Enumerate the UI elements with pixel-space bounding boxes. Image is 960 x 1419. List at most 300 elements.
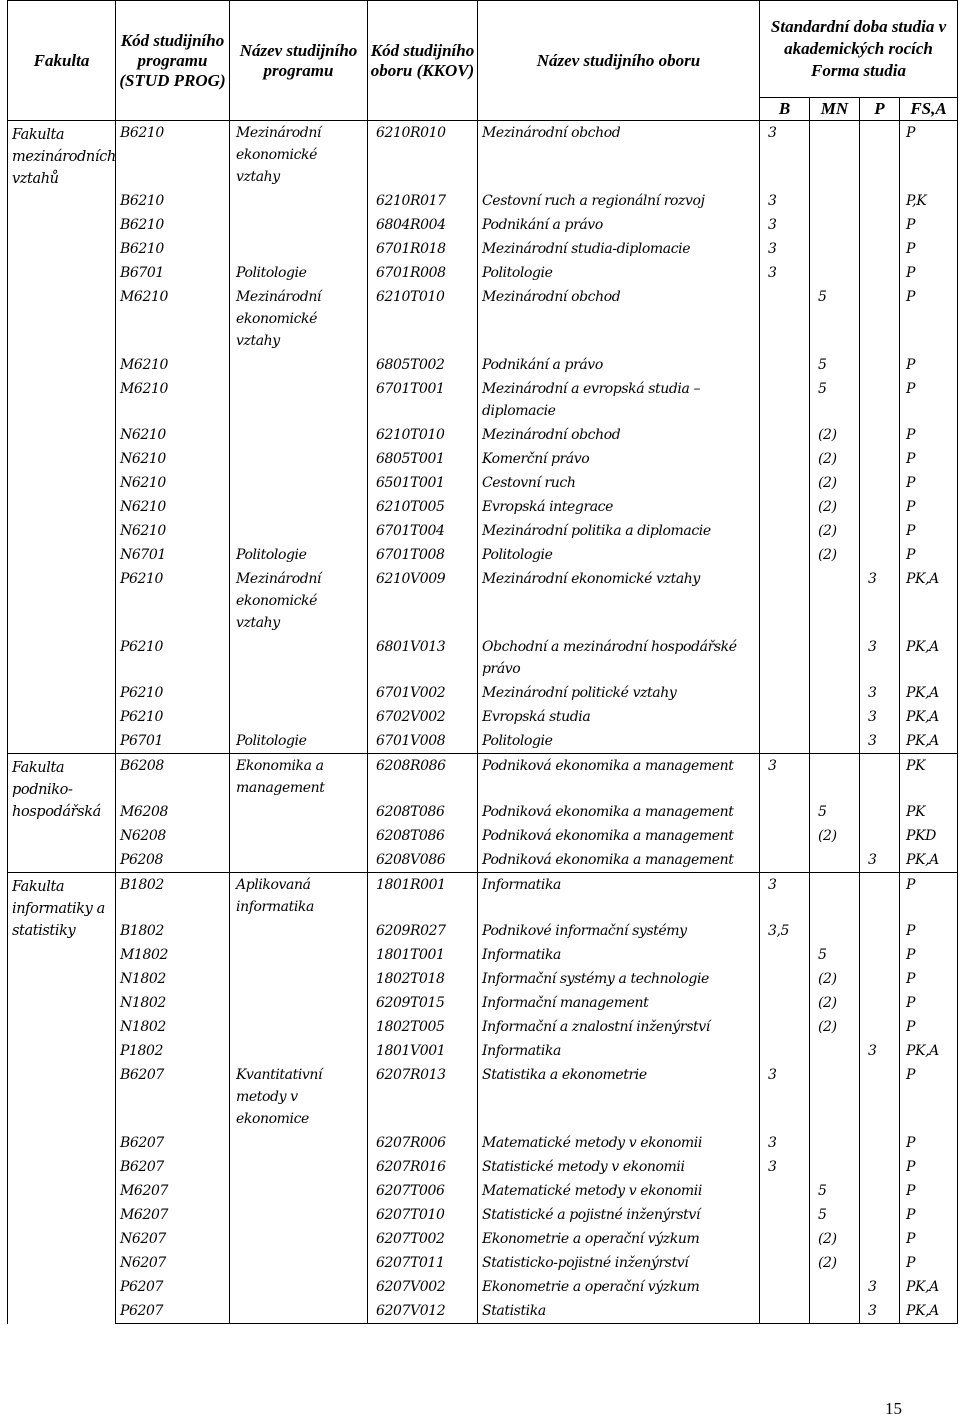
program-code-text: B6210 [120, 241, 164, 257]
duration-p [860, 1203, 900, 1227]
field-code [368, 635, 478, 681]
program-code-text: N6210 [120, 523, 166, 539]
field-name [478, 121, 760, 190]
program-code-text: P6208 [120, 852, 164, 868]
field-name [478, 1131, 760, 1155]
duration-p [860, 967, 900, 991]
study-form [900, 1299, 958, 1324]
table-row [8, 943, 958, 967]
study-form-text: PK,A [906, 733, 939, 749]
duration-p [860, 543, 900, 567]
program-code-text: P6210 [120, 571, 164, 587]
field-code-text: 1801R001 [376, 877, 446, 893]
duration-b [760, 1131, 810, 1155]
field-name-text: Informatika [482, 877, 562, 893]
field-name-text: Evropská studia [482, 709, 591, 725]
duration-b [760, 1251, 810, 1275]
field-name-text: Statistika a ekonometrie [482, 1067, 647, 1083]
field-code [368, 1015, 478, 1039]
faculty-cell [8, 121, 116, 754]
duration-p-text: 3 [868, 733, 877, 749]
field-code [368, 991, 478, 1015]
duration-mn-text: (2) [818, 828, 837, 844]
field-code [368, 1063, 478, 1131]
study-form-text: P [906, 1183, 916, 1199]
field-name-text: Mezinárodní a evropská studia – diplomacie [482, 381, 701, 419]
program-code [116, 121, 230, 190]
field-name-text: Komerční právo [482, 451, 590, 467]
field-code [368, 1299, 478, 1324]
field-code-text: 6701T001 [376, 381, 445, 397]
table-row [8, 967, 958, 991]
program-name [230, 1155, 368, 1179]
program-name-text: Mezinárodní ekonomické vztahy [236, 125, 322, 185]
duration-p [860, 1131, 900, 1155]
field-code [368, 919, 478, 943]
field-code-text: 6207T010 [376, 1207, 445, 1223]
program-name [230, 423, 368, 447]
field-name [478, 1203, 760, 1227]
program-code [116, 1251, 230, 1275]
header-col-mn: MN [810, 98, 860, 121]
field-code [368, 353, 478, 377]
duration-p-text: 3 [868, 1043, 877, 1059]
duration-p [860, 943, 900, 967]
table-row [8, 1275, 958, 1299]
field-name-text: Cestovní ruch a regionální rozvoj [482, 193, 705, 209]
duration-b [760, 729, 810, 754]
study-form [900, 1063, 958, 1131]
program-code-text: M6210 [120, 357, 168, 373]
program-code-text: B6207 [120, 1159, 164, 1175]
header-kod-programu: Kód studijního programu (STUD PROG) [116, 1, 230, 121]
field-code [368, 943, 478, 967]
table-row [8, 519, 958, 543]
field-code-text: 6805T002 [376, 357, 445, 373]
study-form [900, 1155, 958, 1179]
field-name [478, 873, 760, 920]
duration-mn [810, 519, 860, 543]
field-code-text: 1802T005 [376, 1019, 445, 1035]
field-code-text: 6207R013 [376, 1067, 446, 1083]
field-code-text: 6208T086 [376, 804, 445, 820]
field-code [368, 121, 478, 190]
duration-p [860, 1251, 900, 1275]
study-form-text: PK,A [906, 1303, 939, 1319]
duration-mn-text: (2) [818, 427, 837, 443]
table-row [8, 1131, 958, 1155]
field-name-text: Informatika [482, 1043, 562, 1059]
program-name [230, 519, 368, 543]
study-form [900, 377, 958, 423]
program-code [116, 824, 230, 848]
duration-b [760, 495, 810, 519]
duration-mn [810, 967, 860, 991]
program-code [116, 1015, 230, 1039]
study-form [900, 353, 958, 377]
study-form-text: P [906, 381, 916, 397]
duration-mn-text: (2) [818, 995, 837, 1011]
field-code [368, 1275, 478, 1299]
study-form-text: P [906, 357, 916, 373]
field-name-text: Informační a znalostní inženýrství [482, 1019, 710, 1035]
field-name [478, 729, 760, 754]
field-code [368, 1179, 478, 1203]
program-name-text: Aplikovaná informatika [236, 877, 314, 915]
duration-mn [810, 873, 860, 920]
duration-mn [810, 285, 860, 353]
duration-p-text: 3 [868, 639, 877, 655]
study-form [900, 991, 958, 1015]
duration-mn-text: 5 [818, 1207, 827, 1223]
duration-p [860, 848, 900, 873]
duration-b [760, 353, 810, 377]
study-form-text: P [906, 217, 916, 233]
program-name [230, 1275, 368, 1299]
table-row [8, 377, 958, 423]
duration-mn [810, 824, 860, 848]
program-code [116, 285, 230, 353]
field-name-text: Mezinárodní politické vztahy [482, 685, 677, 701]
table-row [8, 1015, 958, 1039]
field-code-text: 6209R027 [376, 923, 446, 939]
duration-p [860, 471, 900, 495]
field-code-text: 6210R017 [376, 193, 446, 209]
duration-p [860, 495, 900, 519]
study-form-text: PK [906, 804, 926, 820]
field-name [478, 1155, 760, 1179]
study-form-text: PK,A [906, 1043, 939, 1059]
program-code [116, 1299, 230, 1324]
duration-mn [810, 1203, 860, 1227]
duration-mn [810, 1155, 860, 1179]
study-form [900, 543, 958, 567]
field-name-text: Cestovní ruch [482, 475, 576, 491]
duration-mn-text: (2) [818, 1231, 837, 1247]
study-form-text: P [906, 427, 916, 443]
duration-p-text: 3 [868, 709, 877, 725]
duration-b [760, 967, 810, 991]
table-row [8, 471, 958, 495]
program-name [230, 121, 368, 190]
duration-p [860, 824, 900, 848]
program-code-text: B6210 [120, 217, 164, 233]
program-name [230, 377, 368, 423]
field-name-text: Ekonometrie a operační výzkum [482, 1279, 700, 1295]
duration-mn [810, 943, 860, 967]
table-row [8, 237, 958, 261]
table-row [8, 447, 958, 471]
field-code [368, 543, 478, 567]
field-code [368, 1155, 478, 1179]
duration-mn [810, 1179, 860, 1203]
study-form-text: PK,A [906, 571, 939, 587]
duration-p [860, 1039, 900, 1063]
field-code [368, 519, 478, 543]
field-name-text: Mezinárodní studia-diplomacie [482, 241, 691, 257]
program-name [230, 800, 368, 824]
program-code [116, 873, 230, 920]
field-code [368, 567, 478, 635]
header-standardni-doba: Standardní doba studia v akademických rocích Forma studia [760, 1, 958, 98]
field-name-text: Statistické metody v ekonomii [482, 1159, 685, 1175]
duration-mn-text: (2) [818, 475, 837, 491]
study-form-text: P [906, 947, 916, 963]
program-name [230, 189, 368, 213]
field-code [368, 1203, 478, 1227]
study-form [900, 967, 958, 991]
duration-p [860, 353, 900, 377]
duration-b [760, 447, 810, 471]
program-name [230, 967, 368, 991]
duration-p [860, 1275, 900, 1299]
program-name [230, 824, 368, 848]
duration-b-text: 3 [768, 241, 777, 257]
program-name [230, 873, 368, 920]
study-form-text: PK [906, 758, 926, 774]
study-form [900, 681, 958, 705]
duration-mn [810, 1299, 860, 1324]
program-code [116, 1063, 230, 1131]
duration-mn [810, 919, 860, 943]
field-name [478, 471, 760, 495]
program-name [230, 237, 368, 261]
duration-b [760, 1039, 810, 1063]
field-name [478, 967, 760, 991]
duration-b-text: 3 [768, 265, 777, 281]
field-name [478, 495, 760, 519]
duration-b [760, 261, 810, 285]
duration-p-text: 3 [868, 685, 877, 701]
program-code-text: B1802 [120, 923, 164, 939]
field-name-text: Podniková ekonomika a management [482, 828, 734, 844]
program-code [116, 1203, 230, 1227]
table-row [8, 873, 958, 920]
study-form-text: PK,A [906, 852, 939, 868]
program-code [116, 213, 230, 237]
duration-p [860, 1063, 900, 1131]
program-code [116, 261, 230, 285]
field-name [478, 1299, 760, 1324]
program-code [116, 848, 230, 873]
duration-b [760, 705, 810, 729]
duration-b-text: 3 [768, 758, 777, 774]
program-name [230, 353, 368, 377]
table-row [8, 754, 958, 801]
duration-b [760, 567, 810, 635]
study-form [900, 423, 958, 447]
duration-p [860, 213, 900, 237]
field-code-text: 6702V002 [376, 709, 446, 725]
study-form [900, 635, 958, 681]
header-nazev-oboru: Název studijního oboru [478, 1, 760, 121]
program-name-text: Mezinárodní ekonomické vztahy [236, 289, 322, 349]
program-code-text: B6208 [120, 758, 164, 774]
duration-b [760, 1203, 810, 1227]
field-name [478, 285, 760, 353]
field-name [478, 991, 760, 1015]
program-code-text: N6210 [120, 451, 166, 467]
study-form-text: PKD [906, 828, 936, 844]
program-code-text: M6207 [120, 1183, 168, 1199]
field-code-text: 6210T010 [376, 427, 445, 443]
faculty-name: Fakulta podniko-hospodářská [12, 760, 101, 820]
study-form [900, 1015, 958, 1039]
program-code-text: P6210 [120, 709, 164, 725]
duration-p [860, 705, 900, 729]
field-code-text: 6210T005 [376, 499, 445, 515]
study-form [900, 285, 958, 353]
duration-mn-text: 5 [818, 381, 827, 397]
table-row [8, 1063, 958, 1131]
program-name [230, 1063, 368, 1131]
faculty-cell [8, 873, 116, 1324]
study-form-text: P [906, 1255, 916, 1271]
study-form-text: P [906, 995, 916, 1011]
duration-p [860, 1299, 900, 1324]
field-name [478, 800, 760, 824]
study-form-text: P [906, 241, 916, 257]
duration-b [760, 1015, 810, 1039]
field-name-text: Statisticko-pojistné inženýrství [482, 1255, 689, 1271]
field-name-text: Obchodní a mezinárodní hospodářské právo [482, 639, 737, 677]
field-name [478, 1039, 760, 1063]
duration-p [860, 377, 900, 423]
duration-p-text: 3 [868, 852, 877, 868]
program-code [116, 754, 230, 801]
study-form [900, 848, 958, 873]
program-code [116, 495, 230, 519]
program-code-text: N1802 [120, 1019, 166, 1035]
study-form [900, 471, 958, 495]
duration-p-text: 3 [868, 1279, 877, 1295]
duration-mn [810, 1063, 860, 1131]
table-row [8, 1251, 958, 1275]
program-code [116, 519, 230, 543]
table-row [8, 213, 958, 237]
duration-p [860, 285, 900, 353]
field-name [478, 635, 760, 681]
duration-b [760, 189, 810, 213]
field-code-text: 6701R018 [376, 241, 446, 257]
field-code [368, 1131, 478, 1155]
field-name-text: Podniková ekonomika a management [482, 758, 734, 774]
program-name [230, 754, 368, 801]
duration-mn [810, 189, 860, 213]
table-row [8, 919, 958, 943]
duration-mn [810, 237, 860, 261]
duration-b-text: 3 [768, 217, 777, 233]
program-code [116, 377, 230, 423]
field-name [478, 943, 760, 967]
study-form [900, 567, 958, 635]
duration-p [860, 754, 900, 801]
duration-mn-text: (2) [818, 451, 837, 467]
field-name [478, 447, 760, 471]
program-code [116, 353, 230, 377]
study-form [900, 943, 958, 967]
duration-b [760, 237, 810, 261]
program-name [230, 681, 368, 705]
study-form [900, 729, 958, 754]
duration-p [860, 919, 900, 943]
duration-p [860, 121, 900, 190]
program-name [230, 543, 368, 567]
field-name [478, 705, 760, 729]
page-number: 15 [885, 1399, 902, 1418]
study-form [900, 237, 958, 261]
study-form [900, 189, 958, 213]
study-form-text: PK,A [906, 685, 939, 701]
study-form-text: P [906, 923, 916, 939]
field-name [478, 1179, 760, 1203]
program-name [230, 285, 368, 353]
field-code [368, 1251, 478, 1275]
field-code [368, 800, 478, 824]
duration-b [760, 377, 810, 423]
study-form-text: PK,A [906, 1279, 939, 1295]
program-name-text: Kvantitativní metody v ekonomice [236, 1067, 323, 1127]
program-name-text: Mezinárodní ekonomické vztahy [236, 571, 322, 631]
duration-b-text: 3 [768, 125, 777, 141]
duration-b [760, 824, 810, 848]
study-form-text: P [906, 499, 916, 515]
field-code [368, 471, 478, 495]
study-form-text: PK,A [906, 709, 939, 725]
field-code [368, 495, 478, 519]
duration-b [760, 1227, 810, 1251]
study-form [900, 824, 958, 848]
header-col-b: B [760, 98, 810, 121]
field-name-text: Mezinárodní obchod [482, 125, 621, 141]
duration-b [760, 1063, 810, 1131]
table-row [8, 800, 958, 824]
field-name-text: Politologie [482, 265, 553, 281]
duration-p [860, 1015, 900, 1039]
field-name [478, 423, 760, 447]
study-form-text: P [906, 1135, 916, 1151]
table-row [8, 189, 958, 213]
program-name [230, 1039, 368, 1063]
program-code-text: M6210 [120, 381, 168, 397]
faculty-name: Fakulta informatiky a statistiky [12, 879, 105, 939]
field-name [478, 1063, 760, 1131]
program-name [230, 471, 368, 495]
duration-p [860, 567, 900, 635]
study-form-text: P [906, 125, 916, 141]
program-name [230, 848, 368, 873]
study-form [900, 800, 958, 824]
duration-b [760, 519, 810, 543]
study-form [900, 447, 958, 471]
study-form [900, 519, 958, 543]
duration-b-text: 3 [768, 1067, 777, 1083]
faculty-cell [8, 754, 116, 873]
duration-mn [810, 681, 860, 705]
field-name-text: Matematické metody v ekonomii [482, 1183, 702, 1199]
program-code-text: N6210 [120, 475, 166, 491]
field-code-text: 6804R004 [376, 217, 446, 233]
field-code-text: 6207R016 [376, 1159, 446, 1175]
duration-mn [810, 729, 860, 754]
field-code-text: 6207V002 [376, 1279, 446, 1295]
study-form [900, 121, 958, 190]
study-form [900, 705, 958, 729]
header-nazev-programu: Název studijního programu [230, 1, 368, 121]
duration-mn [810, 1251, 860, 1275]
duration-b [760, 543, 810, 567]
field-name-text: Politologie [482, 547, 553, 563]
